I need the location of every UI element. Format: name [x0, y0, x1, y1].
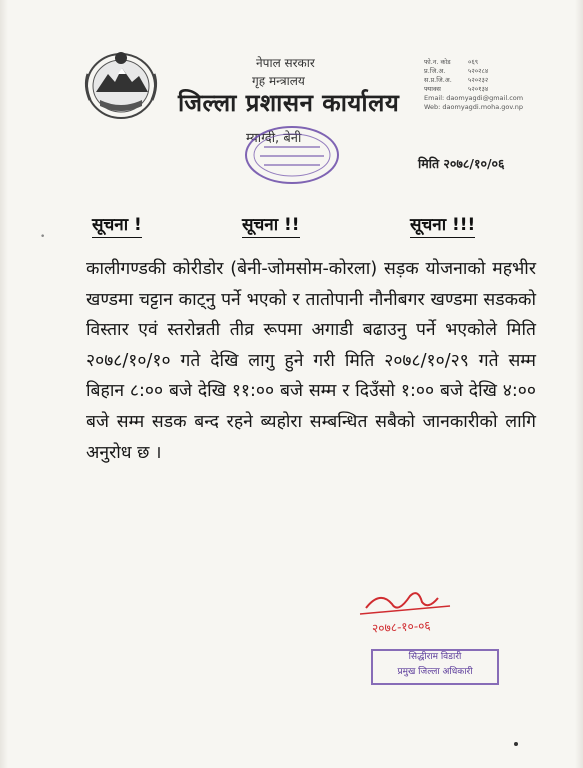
nepal-emblem-icon: [82, 44, 160, 124]
contact-web: Web: daomyagdi.moha.gov.np: [424, 103, 524, 111]
officer-name: सिद्धीराम विडारी: [408, 652, 462, 662]
notice-heading-2: सूचना !!: [242, 212, 300, 238]
scan-edge-left: [0, 0, 8, 768]
notice-body: कालीगण्डकी कोरीडोर (बेनी-जोमसोम-कोरला) सड़क योजनाको महभीर खण्डमा चट्टान काट्नु पर्ने भएको र तातोपानी नौनीबगर खण्डमा सडकको विस्तार एवं स्तरोन्नती तीव्र रूपमा अगाडी बढाउनु पर्ने भएकोले मिति २०७८/१०/१० गते देखि लागु हुने गरी मिति २०७८/१०/२९ गते सम्म बिहान ८:०० बजे देखि ११:०० बजे सम्म र दिउँसो १:०० बजे देखि ४:०० बजे सम्म सडक बन्द रहने ब्यहोरा सम्बन्धित सबैको जानकारीको लागि अनुरोध छ ।: [86, 259, 536, 463]
contact-row: स.प्र.जि.अ. ५२०२३२: [424, 76, 489, 84]
ministry-name: गृह मन्त्रालय: [252, 74, 305, 88]
office-seal-stamp: [240, 122, 344, 188]
contact-row: प्र.जि.अ. ५२०२८४: [424, 67, 489, 75]
officer-title: प्रमुख जिल्ला अधिकारी: [397, 667, 473, 677]
office-place: म्याग्दी, बेनी: [246, 131, 302, 146]
notice-heading-3: सूचना !!!: [410, 212, 475, 238]
scan-speck: •: [40, 232, 46, 242]
signature-date: २०७८-१०-०६: [371, 618, 431, 636]
office-title: जिल्ला प्रशासन कार्यालय: [178, 89, 400, 117]
contact-email: Email: daomyagdi@gmail.com: [424, 94, 524, 102]
contact-row: फ्याक्स ५२०१३४: [424, 85, 489, 93]
scan-edge-right: [575, 0, 583, 768]
notice-heading-1: सूचना !: [92, 212, 142, 238]
contact-block: [424, 58, 544, 112]
officer-stamp-text: [376, 650, 494, 680]
government-name: नेपाल सरकार: [256, 56, 315, 70]
contact-row: फो.न. कोड ०६९: [424, 58, 479, 66]
letter-date: मिति २०७८/१०/०६: [418, 156, 505, 171]
scan-dot: [514, 742, 518, 746]
